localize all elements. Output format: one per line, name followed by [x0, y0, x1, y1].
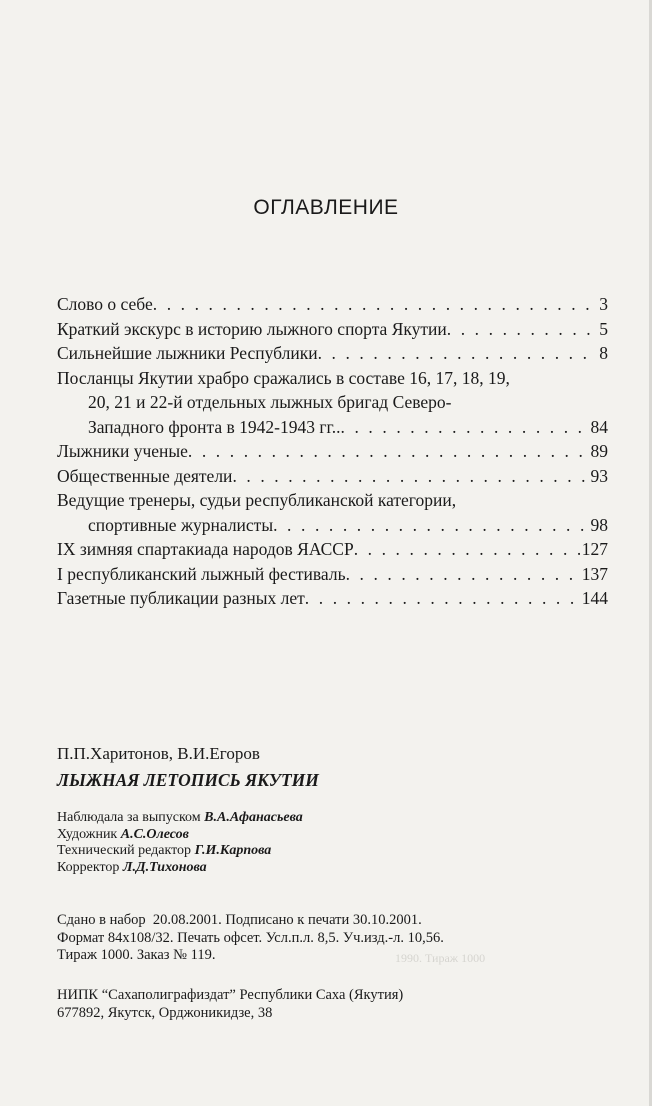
toc-page-number: 8 [599, 343, 608, 363]
publication-info [57, 912, 444, 965]
toc-leader-dots [318, 341, 598, 366]
toc-page-number: 3 [599, 294, 608, 314]
toc-entry [57, 341, 608, 366]
publisher-info [57, 986, 403, 1022]
toc-entry-title: I республиканский лыжный фестиваль [57, 563, 346, 584]
toc-entry [57, 488, 608, 537]
toc-heading: ОГЛАВЛЕНИЕ [253, 196, 399, 219]
toc-page-number: 127 [581, 539, 608, 559]
toc-entry-line [57, 317, 608, 342]
toc-leader-dots [447, 317, 597, 342]
toc-entry-line [57, 415, 608, 440]
toc-entry-title: Газетные публикации разных лет [57, 588, 305, 608]
toc-entry-line [57, 586, 608, 611]
toc-entry-line [57, 390, 608, 415]
credit-role: Наблюдала за выпуском [57, 810, 201, 825]
toc-leader-dots [232, 464, 588, 489]
toc-entry-line [57, 513, 608, 538]
credit-role: Корректор [57, 859, 120, 875]
toc-entry [57, 439, 608, 464]
credits-block [57, 810, 303, 876]
publisher-line: НИПК “Сахаполиграфиздат” Республики Саха (Якутия) [57, 987, 404, 1003]
toc-entry [57, 562, 608, 587]
toc-page-number: 98 [590, 514, 608, 535]
credit-line [57, 827, 303, 844]
publication-line: Формат 84х108/32. Печать офсет. Усл.п.л. 8,5. Уч.изд.-л. 10,56. [57, 929, 444, 946]
toc-entry-title: Западного фронта в 1942-1943 гг.. [88, 416, 341, 437]
toc-entry-line [57, 464, 608, 489]
toc-entry-line [57, 537, 608, 562]
credit-role: Технический редактор [57, 843, 192, 858]
toc-entry-line [57, 292, 608, 317]
credit-line [57, 860, 303, 877]
credit-line [57, 843, 303, 860]
toc-entry-title: Слово о себе [57, 294, 153, 314]
table-of-contents [57, 292, 608, 611]
toc-page-number: 93 [590, 465, 608, 486]
toc-leader-dots [153, 292, 598, 317]
toc-page-number: 144 [581, 588, 608, 608]
credit-role: Художник [57, 826, 118, 842]
toc-leader-dots [188, 439, 589, 464]
toc-entry-line [57, 439, 608, 464]
publisher-line: 677892, Якутск, Орджоникидзе, 38 [57, 1005, 273, 1021]
book-authors: П.П.Харитонов, В.И.Егоров [57, 744, 260, 763]
toc-entry [57, 366, 608, 440]
show-through-text: 1990. Тираж 1000 [395, 951, 486, 965]
toc-entry-title: Сильнейшие лыжники Республики [57, 343, 318, 363]
toc-leader-dots [346, 562, 580, 587]
toc-page-number: 5 [599, 318, 608, 339]
toc-entry [57, 292, 608, 317]
toc-entry [57, 586, 608, 611]
toc-page-number: 84 [590, 416, 608, 437]
toc-leader-dots [273, 513, 588, 538]
toc-entry-title: IX зимняя спартакиада народов ЯАССР [57, 539, 354, 559]
credit-name: В.А.Афанасьева [204, 810, 303, 825]
toc-entry-title: Общественные деятели [57, 465, 233, 486]
book-title: ЛЫЖНАЯ ЛЕТОПИСЬ ЯКУТИИ [57, 770, 319, 790]
toc-leader-dots [341, 415, 589, 440]
toc-entry-line [57, 341, 608, 366]
toc-entry-title: Лыжники ученые [57, 441, 188, 461]
toc-entry [57, 317, 608, 342]
credit-line [57, 810, 303, 827]
publication-line: Тираж 1000. Заказ № 119. [57, 947, 216, 963]
toc-entry-title: 20, 21 и 22-й отдельных лыжных бригад Северо- [88, 392, 452, 412]
toc-entry-line [57, 562, 608, 587]
toc-entry [57, 537, 608, 562]
toc-entry-title: спортивные журналисты [88, 514, 274, 535]
credit-name: Г.И.Карпова [194, 843, 272, 858]
toc-entry-title: Ведущие тренеры, судьи республиканской категории, [57, 490, 457, 510]
toc-entry-title: Краткий экскурс в историю лыжного спорта Якутии [57, 318, 447, 339]
toc-page-number: 89 [590, 441, 608, 461]
credit-name: А.С.Олесов [120, 826, 189, 842]
credit-name: Л.Д.Тихонова [122, 859, 207, 875]
toc-entry-line [57, 366, 608, 391]
toc-leader-dots [354, 537, 580, 562]
toc-entry-line [57, 488, 608, 513]
toc-leader-dots [305, 586, 580, 611]
toc-entry [57, 464, 608, 489]
toc-entry-title: Посланцы Якутии храбро сражались в составе 16, 17, 18, 19, [57, 367, 510, 388]
toc-page-number: 137 [581, 563, 608, 584]
publication-line: Сдано в набор 20.08.2001. Подписано к печати 30.10.2001. [57, 912, 422, 928]
